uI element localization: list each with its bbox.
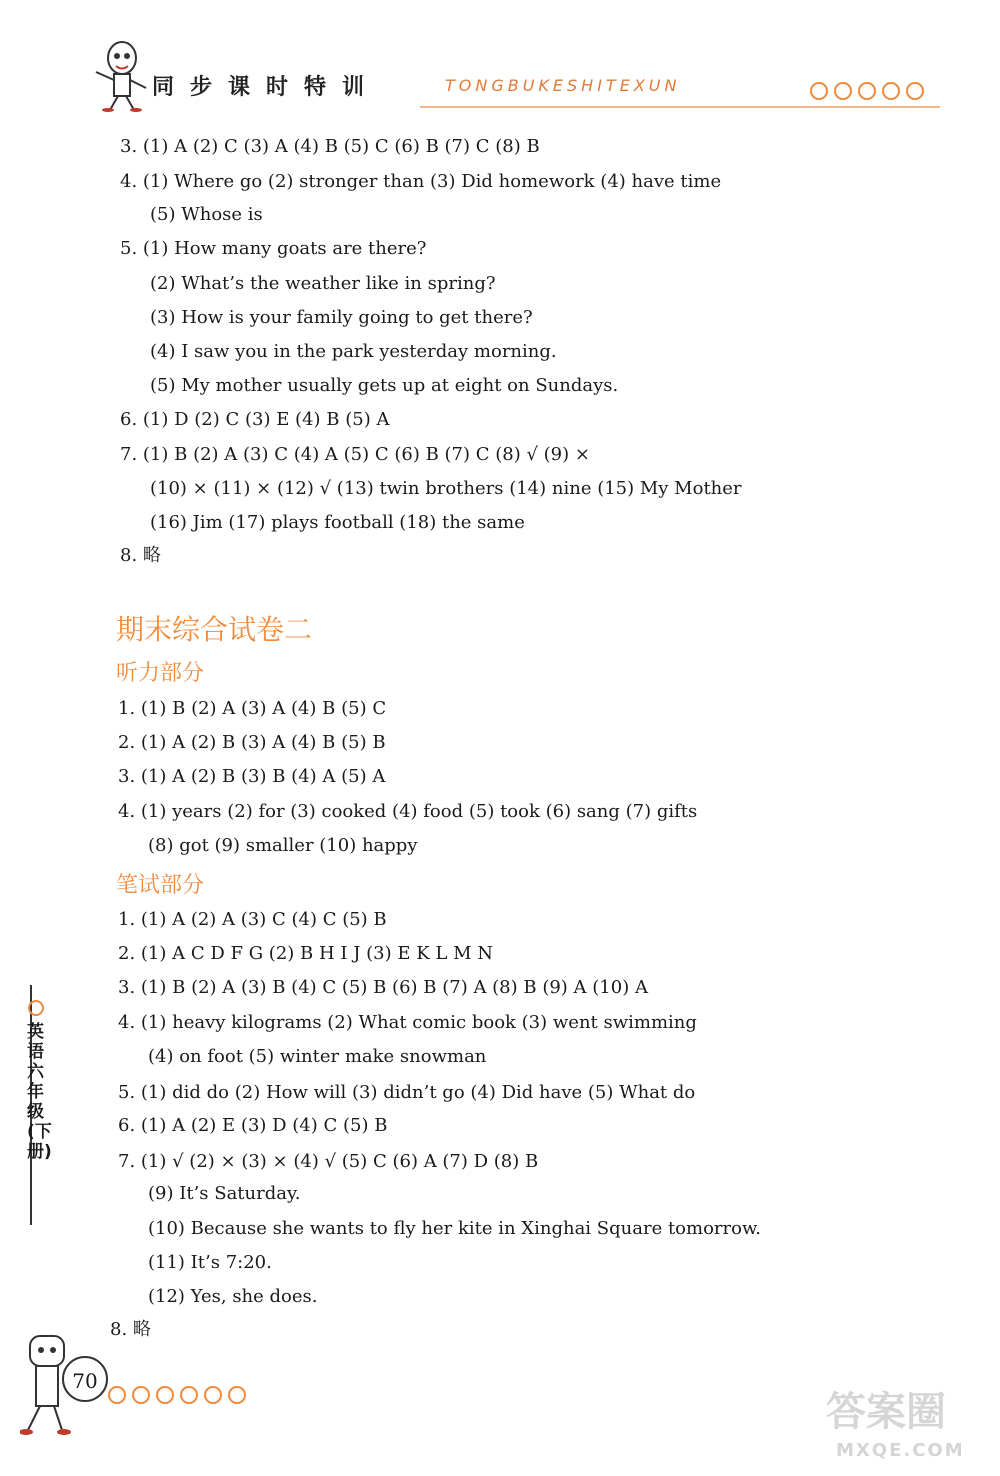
circle-icon bbox=[228, 1386, 246, 1404]
answer-line: 1. (1) B (2) A (3) A (4) B (5) C bbox=[118, 698, 387, 719]
circle-icon bbox=[858, 82, 876, 100]
answer-line: (4) on foot (5) winter make snowman bbox=[148, 1046, 487, 1067]
side-label bbox=[24, 1000, 50, 1162]
answer-line: (4) I saw you in the park yesterday morning. bbox=[150, 341, 557, 362]
answer-line: 3. (1) B (2) A (3) B (4) C (5) B (6) B (7) A (8) B (9) A (10) A bbox=[118, 977, 648, 998]
watermark-url: MXQE.COM bbox=[836, 1440, 965, 1461]
answer-line: 3. (1) A (2) B (3) B (4) A (5) A bbox=[118, 766, 386, 787]
mascot-icon bbox=[90, 36, 150, 112]
answer-line: (5) Whose is bbox=[150, 204, 263, 225]
page-header bbox=[90, 30, 950, 120]
answer-line: 2. (1) A C D F G (2) B H I J (3) E K L M N bbox=[118, 943, 493, 964]
answer-line: 5. (1) How many goats are there? bbox=[120, 238, 427, 259]
answer-line: (5) My mother usually gets up at eight on Sundays. bbox=[150, 375, 619, 396]
circle-icon bbox=[882, 82, 900, 100]
answer-line: 6. (1) D (2) C (3) E (4) B (5) A bbox=[120, 409, 390, 430]
answer-line: 3. (1) A (2) C (3) A (4) B (5) C (6) B (7) C (8) B bbox=[120, 136, 540, 157]
answer-line: 8. 略 bbox=[110, 1319, 151, 1340]
header-circles bbox=[810, 82, 924, 100]
answer-line: 8. 略 bbox=[120, 545, 161, 566]
answer-line: 1. (1) A (2) A (3) C (4) C (5) B bbox=[118, 909, 387, 930]
answer-line: 7. (1) B (2) A (3) C (4) A (5) C (6) B (7) C (8) √ (9) × bbox=[120, 444, 590, 465]
answer-line: 7. (1) √ (2) × (3) × (4) √ (5) C (6) A (7) D (8) B bbox=[118, 1151, 539, 1172]
circle-icon bbox=[132, 1386, 150, 1404]
circle-icon bbox=[108, 1386, 126, 1404]
circle-icon bbox=[156, 1386, 174, 1404]
answer-line: (11) It’s 7:20. bbox=[148, 1252, 272, 1273]
section-title: 期末综合试卷二 bbox=[116, 613, 313, 646]
answer-line: 4. (1) Where go (2) stronger than (3) Did homework (4) have time bbox=[120, 171, 722, 192]
answer-line: 6. (1) A (2) E (3) D (4) C (5) B bbox=[118, 1115, 388, 1136]
circle-icon bbox=[834, 82, 852, 100]
answer-line: (3) How is your family going to get there? bbox=[150, 307, 533, 328]
answer-line: 2. (1) A (2) B (3) A (4) B (5) B bbox=[118, 732, 386, 753]
header-title: 同步课时特训 bbox=[152, 75, 381, 100]
answer-line: 5. (1) did do (2) How will (3) didn’t go (4) Did have (5) What do bbox=[118, 1082, 696, 1103]
circle-icon bbox=[906, 82, 924, 100]
answer-line: 4. (1) years (2) for (3) cooked (4) food (5) took (6) sang (7) gifts bbox=[118, 801, 698, 822]
header-rule bbox=[420, 106, 940, 108]
watermark: 答案圈 bbox=[826, 1389, 946, 1435]
circle-icon bbox=[810, 82, 828, 100]
header-pinyin: TONGBUKESHITEXUN bbox=[445, 76, 681, 95]
circle-icon bbox=[204, 1386, 222, 1404]
footer-circles bbox=[108, 1386, 246, 1404]
answer-line: 4. (1) heavy kilograms (2) What comic book (3) went swimming bbox=[118, 1012, 697, 1033]
answer-line: (16) Jim (17) plays football (18) the same bbox=[150, 512, 525, 533]
listening-title: 听力部分 bbox=[116, 661, 205, 686]
answer-line: (10) × (11) × (12) √ (13) twin brothers (14) nine (15) My Mother bbox=[150, 478, 742, 499]
circle-icon bbox=[28, 1000, 44, 1016]
written-title: 笔试部分 bbox=[116, 873, 205, 898]
answer-line: (2) What’s the weather like in spring? bbox=[150, 273, 496, 294]
answer-line: (12) Yes, she does. bbox=[148, 1286, 318, 1307]
page-number: 70 bbox=[62, 1356, 108, 1402]
circle-icon bbox=[180, 1386, 198, 1404]
answer-line: (10) Because she wants to fly her kite in Xinghai Square tomorrow. bbox=[148, 1218, 761, 1239]
answer-line: (8) got (9) smaller (10) happy bbox=[148, 835, 418, 856]
side-label-text: 英语 六年级(下册) bbox=[27, 1022, 52, 1162]
answer-line: (9) It’s Saturday. bbox=[148, 1183, 301, 1204]
